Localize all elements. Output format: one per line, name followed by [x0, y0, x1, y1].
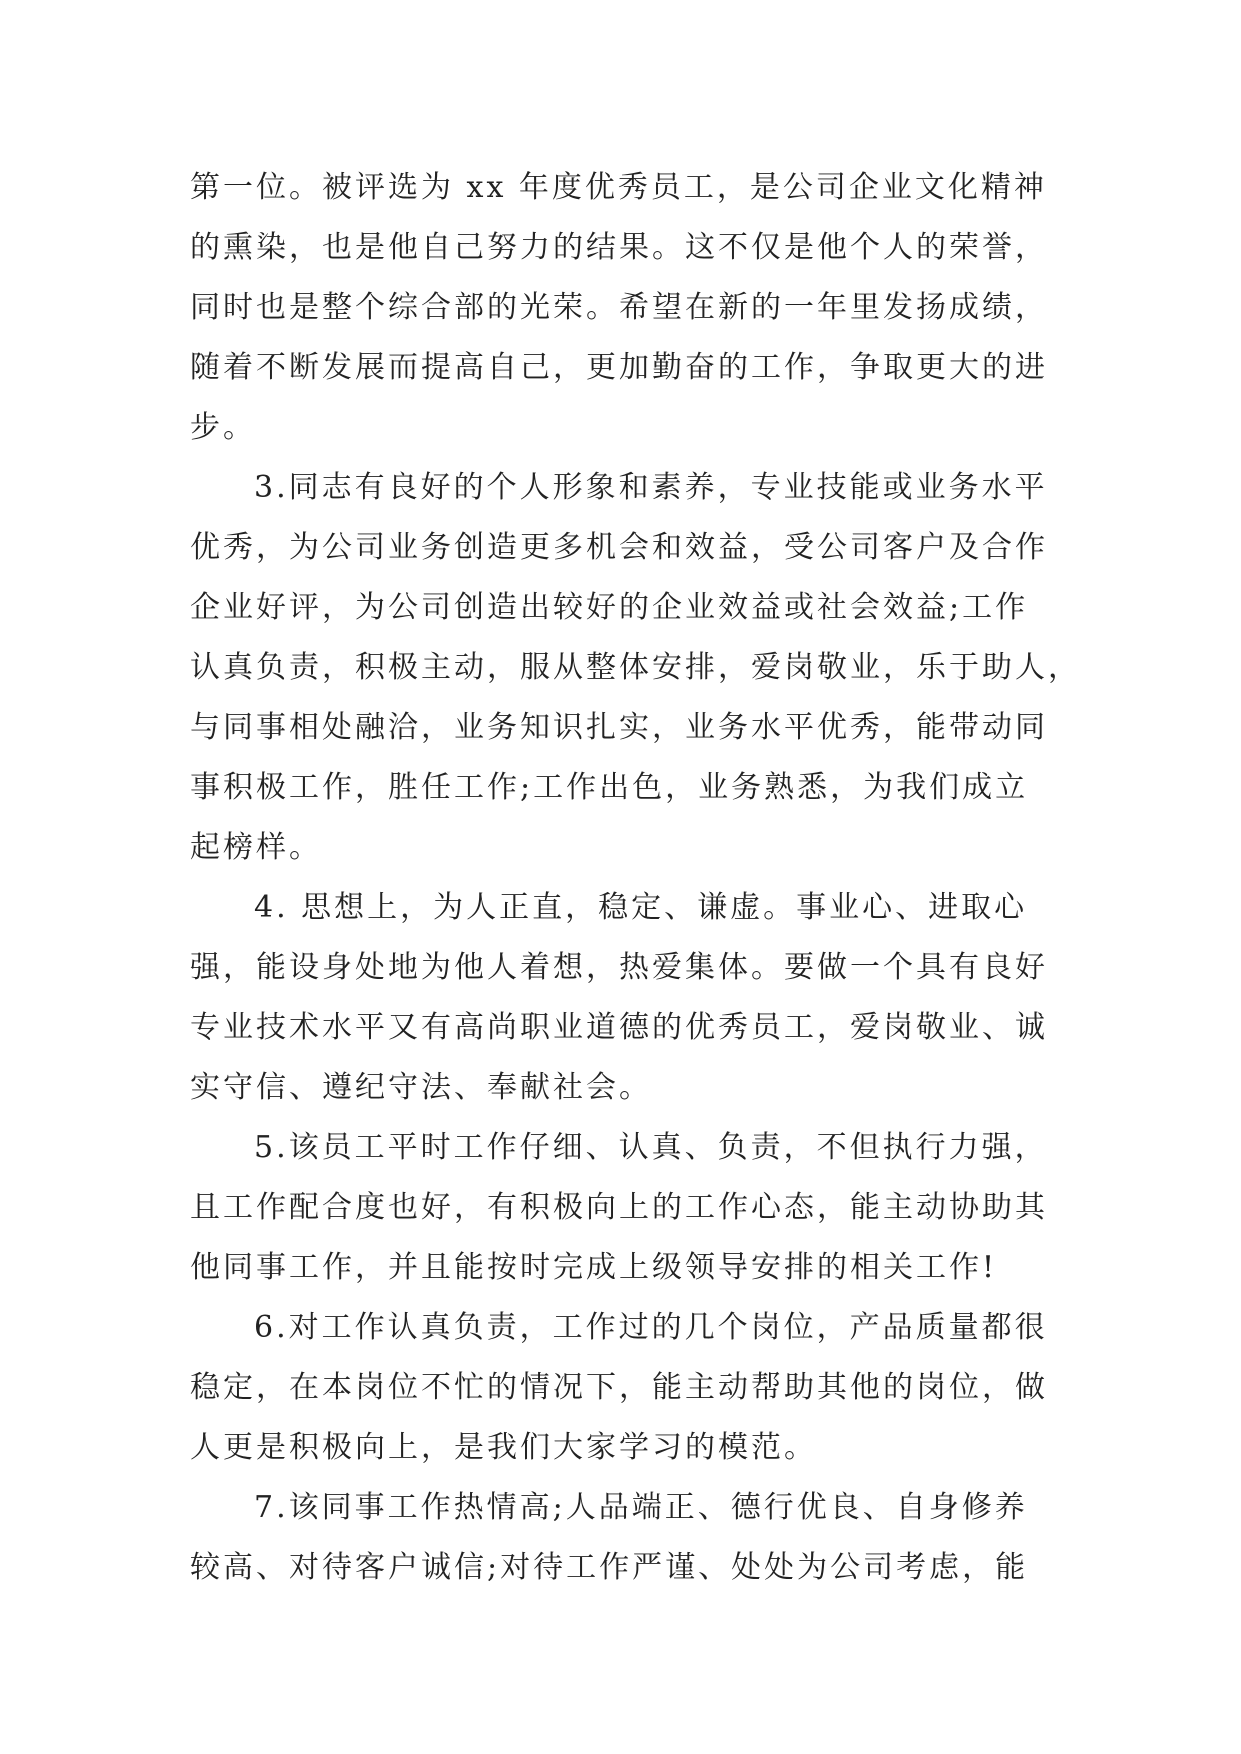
text-line: 步。: [190, 410, 256, 445]
text-line: 认真负责，积极主动，服从整体安排，爱岗敬业，乐于助人，: [190, 650, 1081, 685]
document-body: [190, 158, 1081, 1598]
text-line: 随着不断发展而提高自己，更加勤奋的工作，争取更大的进: [190, 350, 1048, 385]
paragraph: [190, 458, 1081, 878]
text-line: 5.该员工平时工作仔细、认真、负责，不但执行力强，: [254, 1130, 1048, 1165]
text-line: 他同事工作，并且能按时完成上级领导安排的相关工作!: [190, 1250, 998, 1285]
text-line: 3.同志有良好的个人形象和素养，专业技能或业务水平: [254, 470, 1048, 505]
text-line: 同时也是整个综合部的光荣。希望在新的一年里发扬成绩，: [190, 290, 1048, 325]
paragraph: [190, 1298, 1060, 1478]
paragraph: [190, 1118, 1060, 1298]
paragraph: [190, 1478, 1060, 1598]
text-line: 实守信、遵纪守法、奉献社会。: [190, 1070, 652, 1105]
text-line: 第一位。被评选为 xx 年度优秀员工，是公司企业文化精神: [190, 170, 1047, 205]
text-line: 强，能设身处地为他人着想，热爱集体。要做一个具有良好: [190, 950, 1048, 985]
text-line: 专业技术水平又有高尚职业道德的优秀员工，爱岗敬业、诚: [190, 1010, 1048, 1045]
paragraph: [190, 158, 1060, 458]
paragraph: [190, 878, 1060, 1118]
text-line: 7.该同事工作热情高;人品端正、德行优良、自身修养: [254, 1490, 1028, 1525]
text-line: 较高、对待客户诚信;对待工作严谨、处处为公司考虑，能: [190, 1550, 1029, 1585]
text-line: 优秀，为公司业务创造更多机会和效益，受公司客户及合作: [190, 530, 1048, 565]
text-line: 4. 思想上，为人正直，稳定、谦虚。事业心、进取心: [254, 890, 1028, 925]
text-line: 且工作配合度也好，有积极向上的工作心态，能主动协助其: [190, 1190, 1048, 1225]
text-line: 与同事相处融洽，业务知识扎实，业务水平优秀，能带动同: [190, 710, 1048, 745]
text-line: 起榜样。: [190, 830, 322, 865]
text-line: 事积极工作，胜任工作;工作出色，业务熟悉，为我们成立: [190, 770, 1029, 805]
text-line: 6.对工作认真负责，工作过的几个岗位，产品质量都很: [254, 1310, 1048, 1345]
text-line: 人更是积极向上，是我们大家学习的模范。: [190, 1430, 817, 1465]
text-line: 企业好评，为公司创造出较好的企业效益或社会效益;工作: [190, 590, 1029, 625]
text-line: 的熏染，也是他自己努力的结果。这不仅是他个人的荣誉，: [190, 230, 1048, 265]
text-line: 稳定，在本岗位不忙的情况下，能主动帮助其他的岗位，做: [190, 1370, 1048, 1405]
